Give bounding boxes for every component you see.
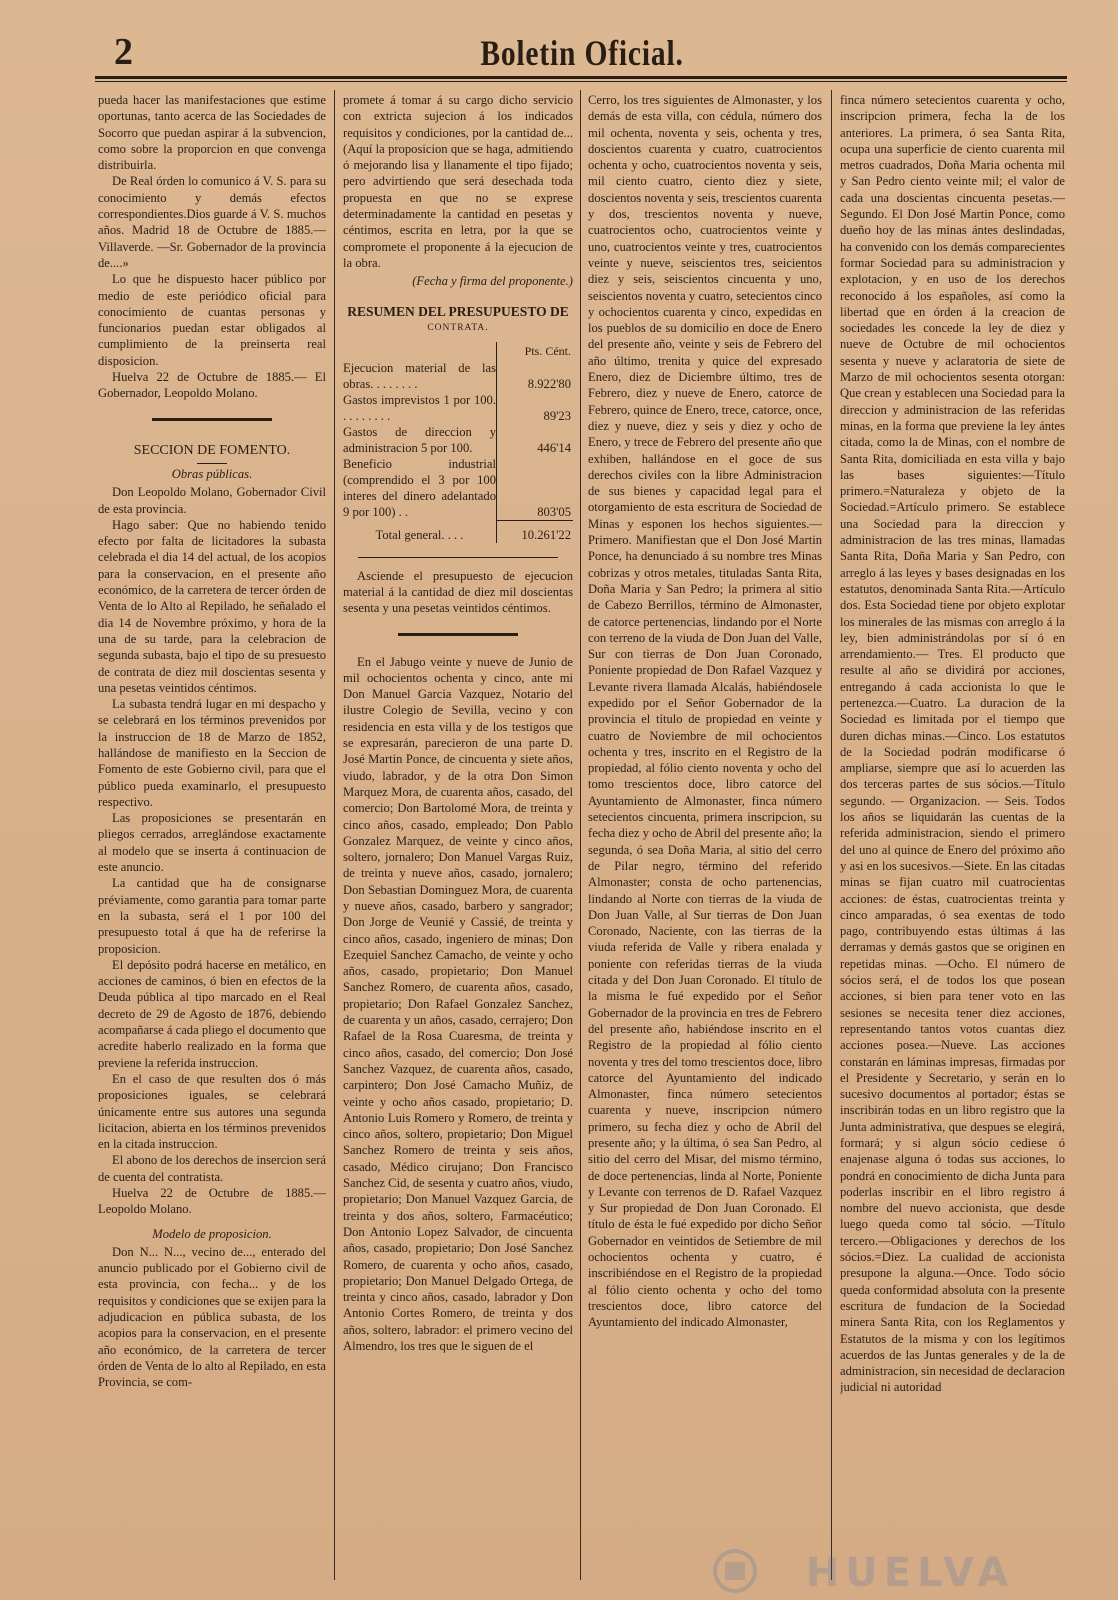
total-label: Total general. . . . bbox=[375, 527, 464, 542]
total-amount: 10.261'22 bbox=[497, 520, 574, 543]
watermark-text: HUELVA bbox=[805, 1550, 1015, 1596]
paragraph: En el Jabugo veinte y nueve de Junio de mil ochocientos ochenta y cinco, ante mi Don Manuel Garcia Vazquez, Notario del ilustre Colegio de Sevilla, vecino y con residencia en esta villa y de los testigos que se expresarán, parecieron de una parte D. José Martin Ponce, de cincuenta y siete años, viudo, labrador, y de la otra Don Simon Marquez Mora, de cuarenta años, casado, del comercio; Don Bartolomé Mora, de treinta y cinco años, casado, empleado; Don Pablo Gonzalez Marquez, de veinte y cinco años, soltero, jornalero; Don Manuel Vargas Ruiz, de treinta y nueve años, casado, jornalero; Don Sebastian Dominguez Mora, de cuarenta y nueve años, casado, barbero y sangrador; Don Jorge de Veunié y Cassié, de treinta y cinco años, casado, ingeniero de minas; Don Ezequiel Sanchez Camacho, de veinte y ocho años, casado, propietario; Don Manuel Sanchez Romero, de cuarenta años, casado, propietario; Don Rafael Gonzalez Sanchez, de cuarenta y un años, casado, cerrajero; Don Rafael de la Rosa Cuaresma, de treinta y cinco años, casado, del comercio; Don José Sanchez Vazquez, de cuarenta años, casado, carpintero; Don José Camacho Muñiz, de veinte y ocho años casado, propietario; D. Antonio Luis Romero y Romero, de treinta y cinco años, soltero, propietario; Don Miguel Sanchez Romero de treinta y seis años, casado, Médico cirujano; Don Francisco Sanchez Cid, de sesenta y cuatro años, viudo, propietario; Don Manuel Vazquez Garcia, de treinta y dos años, soltero, Farmacéutico; Don Antonio Lopez Salvador, de cincuenta años, casado, propietario; Don José Sanchez Romero, de cuarenta y ocho años, casado, propietario; Don Manuel Delgado Ortega, de treinta y cinco años, casado, labrador y Don Antonio Cortes Romero, de treinta y dos años, soltero, labrador: el primero vecino del Almendro, los tres que le siguen de el bbox=[343, 654, 573, 1354]
column-divider bbox=[831, 90, 832, 1580]
masthead-title: Boletin Oficial. bbox=[480, 33, 684, 73]
budget-table bbox=[343, 342, 573, 543]
table-row bbox=[343, 456, 573, 520]
row-amount: 446'14 bbox=[497, 424, 574, 456]
paragraph: pueda hacer las manifestaciones que estime oportunas, tanto acerca de las Sociedades de Socorro que puedan aspirar á la subvencion, como sobre la proporcion en que convenga distribuirla. bbox=[98, 93, 326, 173]
row-amount: 803'05 bbox=[497, 456, 574, 520]
signature-line: (Fecha y firma del proponente.) bbox=[412, 274, 573, 289]
paragraph: promete á tomar á su cargo dicho servicio con extricta sujecion á los indicados requisitos y condiciones, por la cantidad de... (Aquí la proposicion que se haga, admitiendo ó mejorando lisa y llanamente el tipo fijado; pero advirtiendo que será desechada toda propuesta en que no se exprese determinadamente la cantidad en pesetas y céntimos, escrita en letra, por la que se compromete el proponente á la ejecucion de la obra. bbox=[343, 93, 573, 270]
column-3 bbox=[588, 92, 822, 1592]
paragraph: Don N... N..., vecino de..., enterado del anuncio publicado por el Gobierno civil de esta provincia, con fecha... y de los requisitos y condiciones que se exijen para la adjudicacion en pública subasta, de los acopios para la conservacion, en el presente año económico, de la carretera de tercer órden de Venta de lo alto al Repilado, en esta Provincia, se com- bbox=[98, 1244, 326, 1390]
paragraph: Huelva 22 de Octubre de 1885.— Leopoldo Molano. bbox=[98, 1186, 326, 1217]
column-2 bbox=[343, 92, 573, 1592]
section-divider bbox=[152, 418, 272, 421]
column-divider bbox=[334, 90, 335, 1580]
paragraph: Hago saber: Que no habiendo tenido efecto por falta de licitadores la subasta celebrada el dia 14 del actual, de los acopios para la conservacion, en el presente año económico, de la carretera de tercer órden de Venta de lo Alto al Repilado, he señalado el dia 14 de Novembre próximo, y hora de la una de su tarde, para la celebracion de segunda subasta, bajo el tipo de su presuesto de contrata de diez mil doscientas sesenta y una pesetas veintidos céntimos. bbox=[98, 517, 326, 695]
column-4 bbox=[840, 92, 1065, 1592]
divider bbox=[358, 557, 558, 558]
column-1 bbox=[98, 92, 326, 1592]
paragraph: El depósito podrá hacerse en metálico, en acciones de caminos, ó bien en efectos de la Deuda pública al tipo marcado en el Real decreto de 29 de Agosto de 1876, debiendo acompañarse á cada pliego el documento que acredite haberlo realizado en la forma que previene la referida instruccion. bbox=[98, 957, 326, 1070]
paragraph: De Real órden lo comunico á V. S. para su conocimiento y demás efectos correspondientes.Dios guarde á V. S. muchos años. Madrid 18 de Octubre de 1885.—Villaverde. —Sr. Gobernador de la provincia de....» bbox=[98, 174, 326, 270]
row-label: Gastos imprevistos 1 por 100. . . . . . . . . bbox=[343, 393, 496, 424]
header-rule bbox=[95, 76, 1067, 82]
paragraph: La subasta tendrá lugar en mi despacho y se celebrará en los términos prevenidos por la instruccion de 18 de Marzo de 1852, hallándose de manifiesto en la Seccion de Fomento de este Gobierno civil, para que el público pueda examinarlo, el presupuesto respectivo. bbox=[98, 697, 326, 809]
table-row bbox=[343, 392, 573, 424]
row-label: Beneficio industrial (comprendido el 3 por 100 interes del dinero adelantado 9 por 100) . . bbox=[343, 457, 496, 520]
section-divider bbox=[398, 633, 518, 636]
table-header-row bbox=[343, 342, 573, 360]
paragraph: finca número setecientos cuarenta y ocho, inscripcion primera, fecha la de los anteriores. La primera, ó sea Santa Rita, ocupa una superficie de ciento cuarenta mil metros cuadrados, Doña Maria ochenta mil y San Pedro ciento veinte mil; el valor de cada una doscientas cincuenta pesetas.—Segundo. El Don José Martin Ponce, como dueño hoy de las minas ántes deslindadas, ha convenido con los demás comparecientes formar Sociedad para su administracion y explotacion, y en uso de los derechos reconocido á los españoles, así como la libertad que en órden á la creacion de sociedades les concede la ley de diez y nueve de Octubre de mil ochocientos sesenta y nueve y aclaratoria de siete de Marzo de mil ochocientos sesenta otorgan: Que crean y establecen una Sociedad para la direccion y administracion de las referidas minas, en la forma que previene la ley ántes citada, como la de Minas, con el nombre de Santa Rita, domiciliada en esta villa y bajo las bases siguientes:—Título primero.=Naturaleza y objeto de la Sociedad.=Artículo primero. Se establece una Sociedad para la direccion y administracion de las tres minas, llamadas Santa Rita, Doña Maria y San Pedro, con arreglo á las leyes y bases designadas en los estatutos, denominada Santa Rita.—Artículo dos. Esta Sociedad tiene por objeto explotar los minerales de las mismas con arreglo á la ley, bien administrándolas por sí ó en arrendamiento.— Tres. El producto que resulte al año se dividirá por acciones, entregando á cada accionista lo que le pertenezca.—Cuatro. La duracion de la Sociedad es limitada por el tiempo que duren dichas minas.—Cinco. Los estatutos de la Sociedad podrán modificarse ó ampliarse, siempre que así lo acuerden las dos terceras partes de sus sócios.—Título segundo. — Organizacion. — Seis. Todos los años se liquidarán las cuentas de la referida administracion, siendo el primero del uno al quince de Enero del próximo año y asi en los sucesivos.—Siete. En las citadas minas se fijan cuatro mil cuatrocientas acciones: de éstas, cuatrocientas treinta y cinco amparadas, ó sea exentas de todo pago, contribuyendo estas últimas á las derramas y demás gastos que se originen en repetidas minas. —Ocho. El número de sócios será, el de todos los que posean acciones, si bien para tener voto en las sesiones se necesita tener diez acciones, representando tantos votos cuantas diez acciones posea.—Nueve. Las acciones constarán en láminas impresas, firmadas por el Presidente y Secretario, y serán en lo sucesivo documentos al portador; éstas se inscribirán todas en un libro registro que la Junta administrativa, que despues se elegirá, formará; y si algun sócio cediese ó enajenase alguna ó todas sus acciones, lo pondrá en conocimiento de dicha Junta para poderlas inscribir en el libro registro á nombre del nuevo accionista, que desde luego queda como tal sócio. —Título tercero.—Obligaciones y derechos de los sócios.=Diez. La cualidad de accionista presupone la alguna.—Once. Todo sócio queda conformidad absoluta con la presente escritura de fundacion de la Sociedad minera Santa Rita, con los Reglamentos y Estatutos de la misma y con los legítimos acuerdos de las Juntas generales y de la de administracion, sin necesidad de declaracion judicial ni autoridad bbox=[840, 93, 1065, 1395]
row-label: Ejecucion material de las obras. . . . . . . . bbox=[343, 361, 496, 392]
paragraph: El abono de los derechos de insercion será de cuenta del contratista. bbox=[98, 1153, 326, 1184]
table-row bbox=[343, 424, 573, 456]
paragraph: Asciende el presupuesto de ejecucion material á la cantidad de diez mil doscientas sesenta y una pesetas veintidos céntimos. bbox=[343, 568, 573, 616]
paragraph: Huelva 22 de Octubre de 1885.— El Gobernador, Leopoldo Molano. bbox=[98, 370, 326, 401]
model-title: Modelo de proposicion. bbox=[152, 1226, 272, 1241]
divider bbox=[197, 463, 227, 464]
subsection-title: Obras públicas. bbox=[171, 466, 253, 481]
paragraph: La cantidad que ha de consignarse préviamente, como garantia para tomar parte en la subasta, será el 1 por 100 del presupuesto total á que ha de referirse la proposicion. bbox=[98, 876, 326, 956]
paragraph: En el caso de que resulten dos ó más proposiciones iguales, se celebrará únicamente entre sus autores una segunda licitacion, abierta en los términos prevenidos en la citada instruccion. bbox=[98, 1071, 326, 1152]
total-row bbox=[343, 520, 573, 543]
table-row bbox=[343, 360, 573, 392]
section-title: SECCION DE FOMENTO. bbox=[133, 442, 291, 458]
row-amount: 89'23 bbox=[497, 392, 574, 424]
budget-subtitle: CONTRATA. bbox=[427, 322, 489, 333]
paragraph: Lo que he dispuesto hacer público por medio de este periódico oficial para conocimiento de cuantas personas y funcionarios puedan estar obligados al cumplimiento de la preinserta real disposicion. bbox=[98, 272, 326, 368]
paragraph: Don Leopoldo Molano, Gobernador Civil de esta provincia. bbox=[98, 485, 326, 516]
budget-title: RESUMEN DEL PRESUPUESTO DE bbox=[347, 303, 569, 319]
column-divider bbox=[580, 90, 581, 1580]
paragraph: Las proposiciones se presentarán en pliegos cerrados, arreglándose exactamente al modelo que se inserta á continuacion de este anuncio. bbox=[98, 811, 326, 875]
row-amount: 8.922'80 bbox=[497, 360, 574, 392]
paragraph: Cerro, los tres siguientes de Almonaster, y los demás de esta villa, con cédula, número dos mil ochenta, noventa y seis, ochenta y tres, doscientos cuarenta y cuatro, cuatrocientos ochenta y ocho, cuatrocientos noventa y seis, mil ciento cuatro, ciento diez y siete, doscientos noventa y seis, trescientos cuarenta y dos, trescientos noventa y nueve, cuatrocientos ocho, cuatrocientos veinte y uno, cuatrocientos veinte y tres, cuatrocientos veinte y nueve, seiscientos tres, seicientos diez y seis, seiscientos cincuenta y uno, seiscientos noventa y cuatro, setecientos cinco y ochocientos cuarenta y cinco, expedidas en los pueblos de su domicilio en doce de Enero del presente año, veinte y seis de Febrero del año último, trenita y quice del expresado Enero, diez de Diciembre último, tres de Febrero, diez y nueve de Enero, catorce de Febrero, quince de Enero, trece, catorce, once, diez y nueve, diez y seis y diez y ocho de Enero, y trece de Febrero del presente año que exhiben, hallándose en el goce de sus derechos civiles con la libre Administracion de sus bienes y capacidad legal para el otorgamiento de esta escritura de Sociedad de Minas y esponen los hechos siguientes.—Primero. Manifiestan que el Don José Martin Ponce, ha denunciado á su nombre tres Minas cobrizas y otros metales, tituladas Santa Rita, Doña Maria y San Pedro; la primera al sitio de Cabezo Berrillos, término de Almonaster, de catorce pertenencias, lindando por el Norte con terreno de la viuda de Don Juan del Valle, Sur con tierras de Don Juan Coronado, Poniente propiedad de Don Rafael Vazquez y Levante rivera llamada Alcalás, habiéndosele expedido por el Señor Gobernador de la provincia el título de propiedad en veinte y cuatro de Noviembre de mil ochocientos ochenta y tres, inscrito en el Registro de la propiedad, al fólio ciento noventa y ocho del tomo trescientos doce, libro catorce del Ayuntamiento de Almonaster, finca número setecientos cincuenta, primera inscripcion, su fecha diez y ocho de Abril del presente año; la segunda, ó sea Doña Maria, al sitio del cerro de Pilar negro, término del referido Almonaster; consta de ocho partenencias, lindando al Norte con tierras de la viuda de Don Juan Valle, al Sur tierras de Don Juan Coronado, Naciente, con las tierras de la viuda referida de Valle y ribera enalada y poniente con referidas tierras de la viuda citada y del Don Juan Coronado. El título de la misma le fué expedido por el Señor Gobernador de la provincia en tres de Febrero del presente año, habiéndose inscrito en el Registro de la propiedad al fólio ciento noventa y tres del tomo trescientos doce, libro catorce del Ayuntamiento del indicado Almonaster, finca número setecientos cuarenta y nueve, inscripcion número primero, su fecha diez y ocho de Abril del presente año; y la última, ó sea San Pedro, al sitio del cerro del Misar, del mismo término, de doce pertenencias, linda al Norte, Poniente y Levante con terrenos de D. Rafael Vazquez y Sur propiedad de Don Juan Coronado. El título de ésta le fué expedido por dicho Señor Gobernador en veintidos de Setiembre de mil ochocientos ochenta y cuatro, é inscribiéndose en el Registro de la propiedad al fólio ciento ochenta y ocho del tomo trescientos doce, libro catorce del Ayuntamiento del indicado Almonaster, bbox=[588, 93, 822, 1330]
page-header bbox=[92, 30, 1072, 80]
table-header: Pts. Cént. bbox=[497, 342, 574, 360]
row-label: Gastos de direccion y administracion 5 por 100. bbox=[343, 425, 496, 456]
page-number: 2 bbox=[114, 31, 133, 73]
